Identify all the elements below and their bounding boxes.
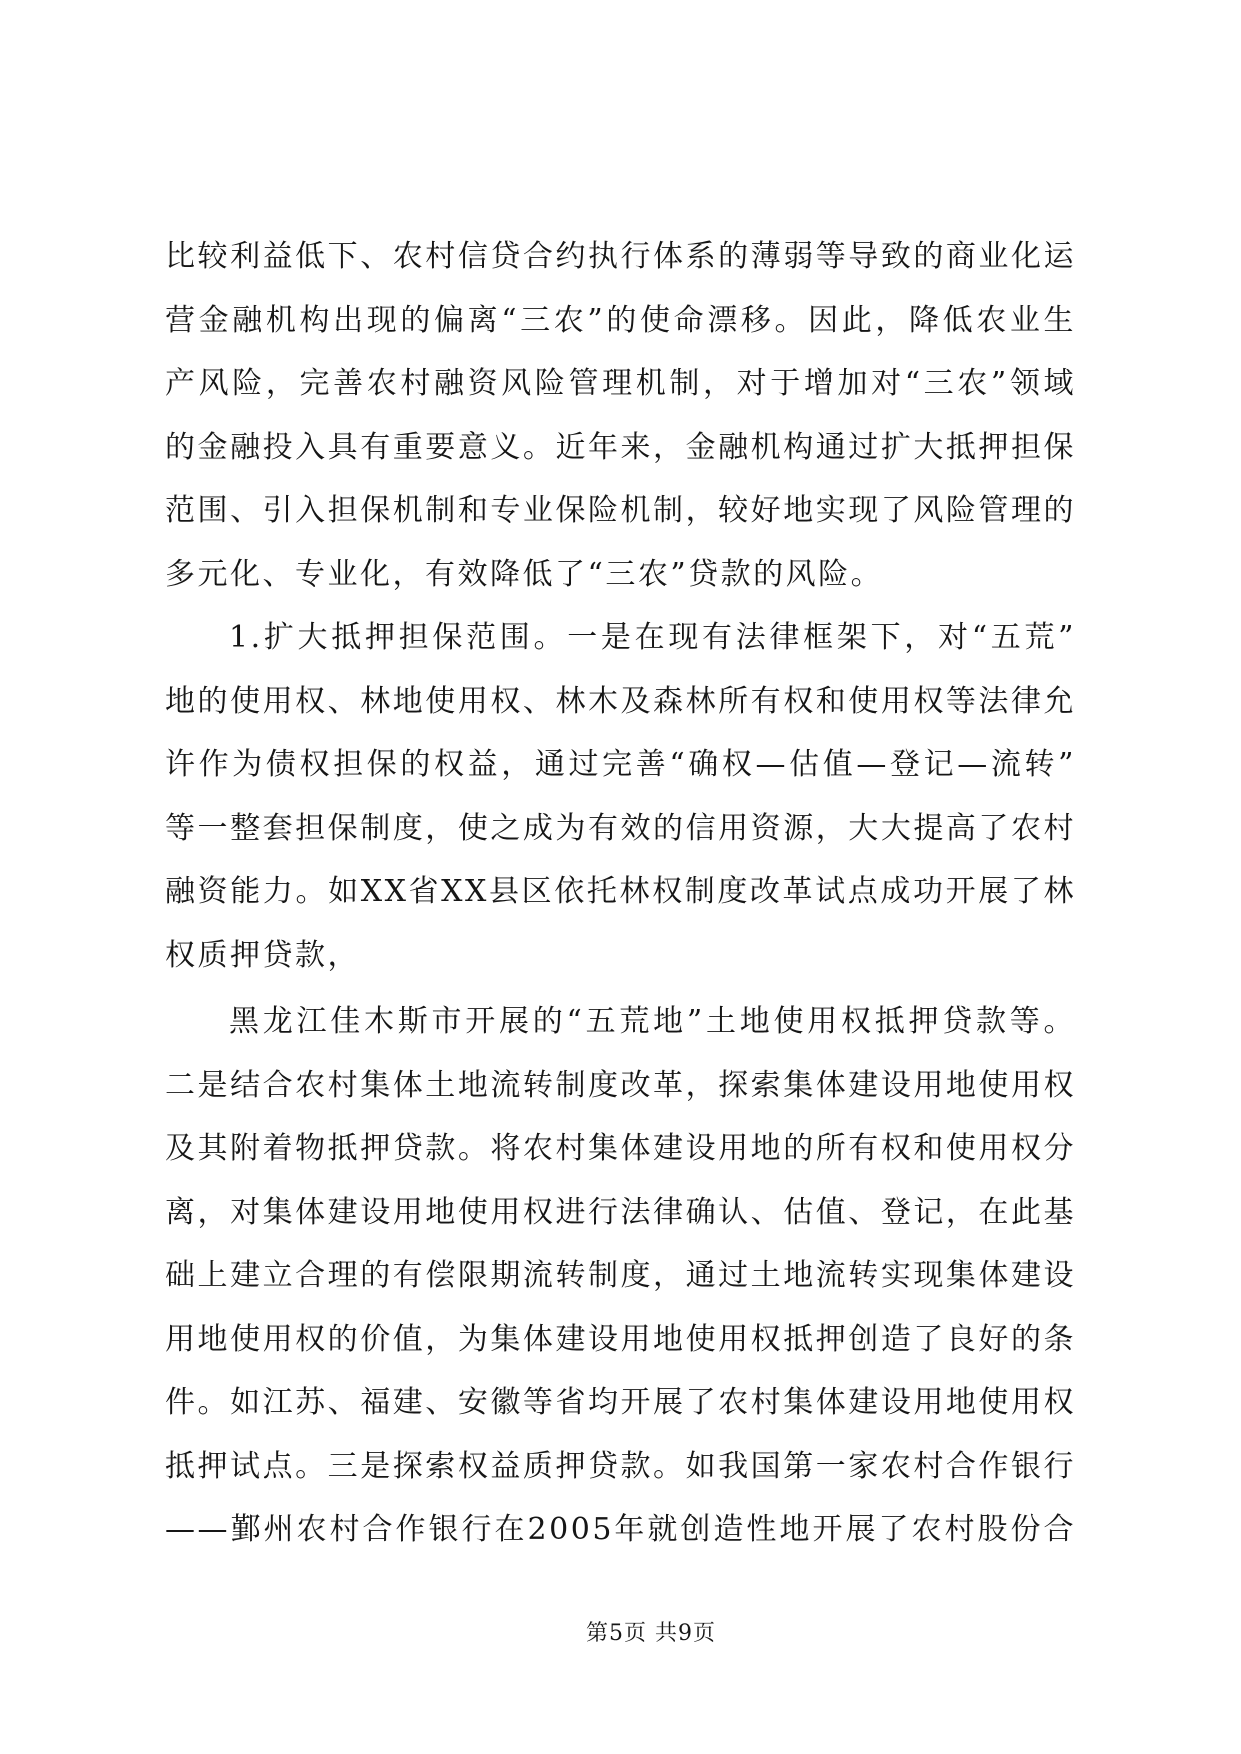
text-line: 融资能力。如XX省XX县区依托林权制度改革试点成功开展了林	[165, 874, 1076, 909]
page-number-footer: 第5页 共9页	[586, 1621, 716, 1646]
text-line: 地的使用权、林地使用权、林木及森林所有权和使用权等法律允	[165, 683, 1076, 719]
text-line: 的金融投入具有重要意义。近年来，金融机构通过扩大抵押担保	[165, 429, 1076, 465]
text-line: 及其附着物抵押贷款。将农村集体建设用地的所有权和使用权分	[165, 1131, 1076, 1166]
text-line: 抵押试点。三是探索权益质押贷款。如我国第一家农村合作银行	[165, 1448, 1076, 1484]
text-line: 营金融机构出现的偏离“三农”的使命漂移。因此，降低农业生	[165, 302, 1076, 338]
text-line: 比较利益低下、农村信贷合约执行体系的薄弱等导致的商业化运	[165, 239, 1076, 274]
text-line: ——鄞州农村合作银行在2005年就创造性地开展了农村股份合	[165, 1512, 1076, 1547]
text-line: 用地使用权的价值，为集体建设用地使用权抵押创造了良好的条	[165, 1321, 1076, 1357]
text-line: 础上建立合理的有偿限期流转制度，通过土地流转实现集体建设	[165, 1258, 1076, 1293]
text-line: 1.扩大抵押担保范围。一是在现有法律框架下，对“五荒”	[229, 620, 1076, 655]
text-line: 二是结合农村集体土地流转制度改革，探索集体建设用地使用权	[165, 1067, 1076, 1103]
text-line: 件。如江苏、福建、安徽等省均开展了农村集体建设用地使用权	[165, 1385, 1076, 1420]
text-line: 离，对集体建设用地使用权进行法律确认、估值、登记，在此基	[165, 1194, 1076, 1230]
text-line: 权质押贷款，	[165, 937, 360, 973]
paragraph	[165, 990, 1076, 1562]
text-line: 许作为债权担保的权益，通过完善“确权—估值—登记—流转”	[165, 747, 1076, 782]
text-line: 黑龙江佳木斯市开展的“五荒地”土地使用权抵押贷款等。	[229, 1004, 1076, 1039]
text-line: 产风险，完善农村融资风险管理机制，对于增加对“三农”领域	[165, 366, 1076, 401]
text-line: 等一整套担保制度，使之成为有效的信用资源，大大提高了农村	[165, 810, 1076, 846]
paragraph	[165, 606, 1076, 987]
text-line: 多元化、专业化，有效降低了“三农”贷款的风险。	[165, 556, 884, 592]
paragraph	[165, 225, 1076, 606]
text-line: 范围、引入担保机制和专业保险机制，较好地实现了风险管理的	[165, 493, 1076, 528]
body-text	[165, 225, 1076, 1562]
